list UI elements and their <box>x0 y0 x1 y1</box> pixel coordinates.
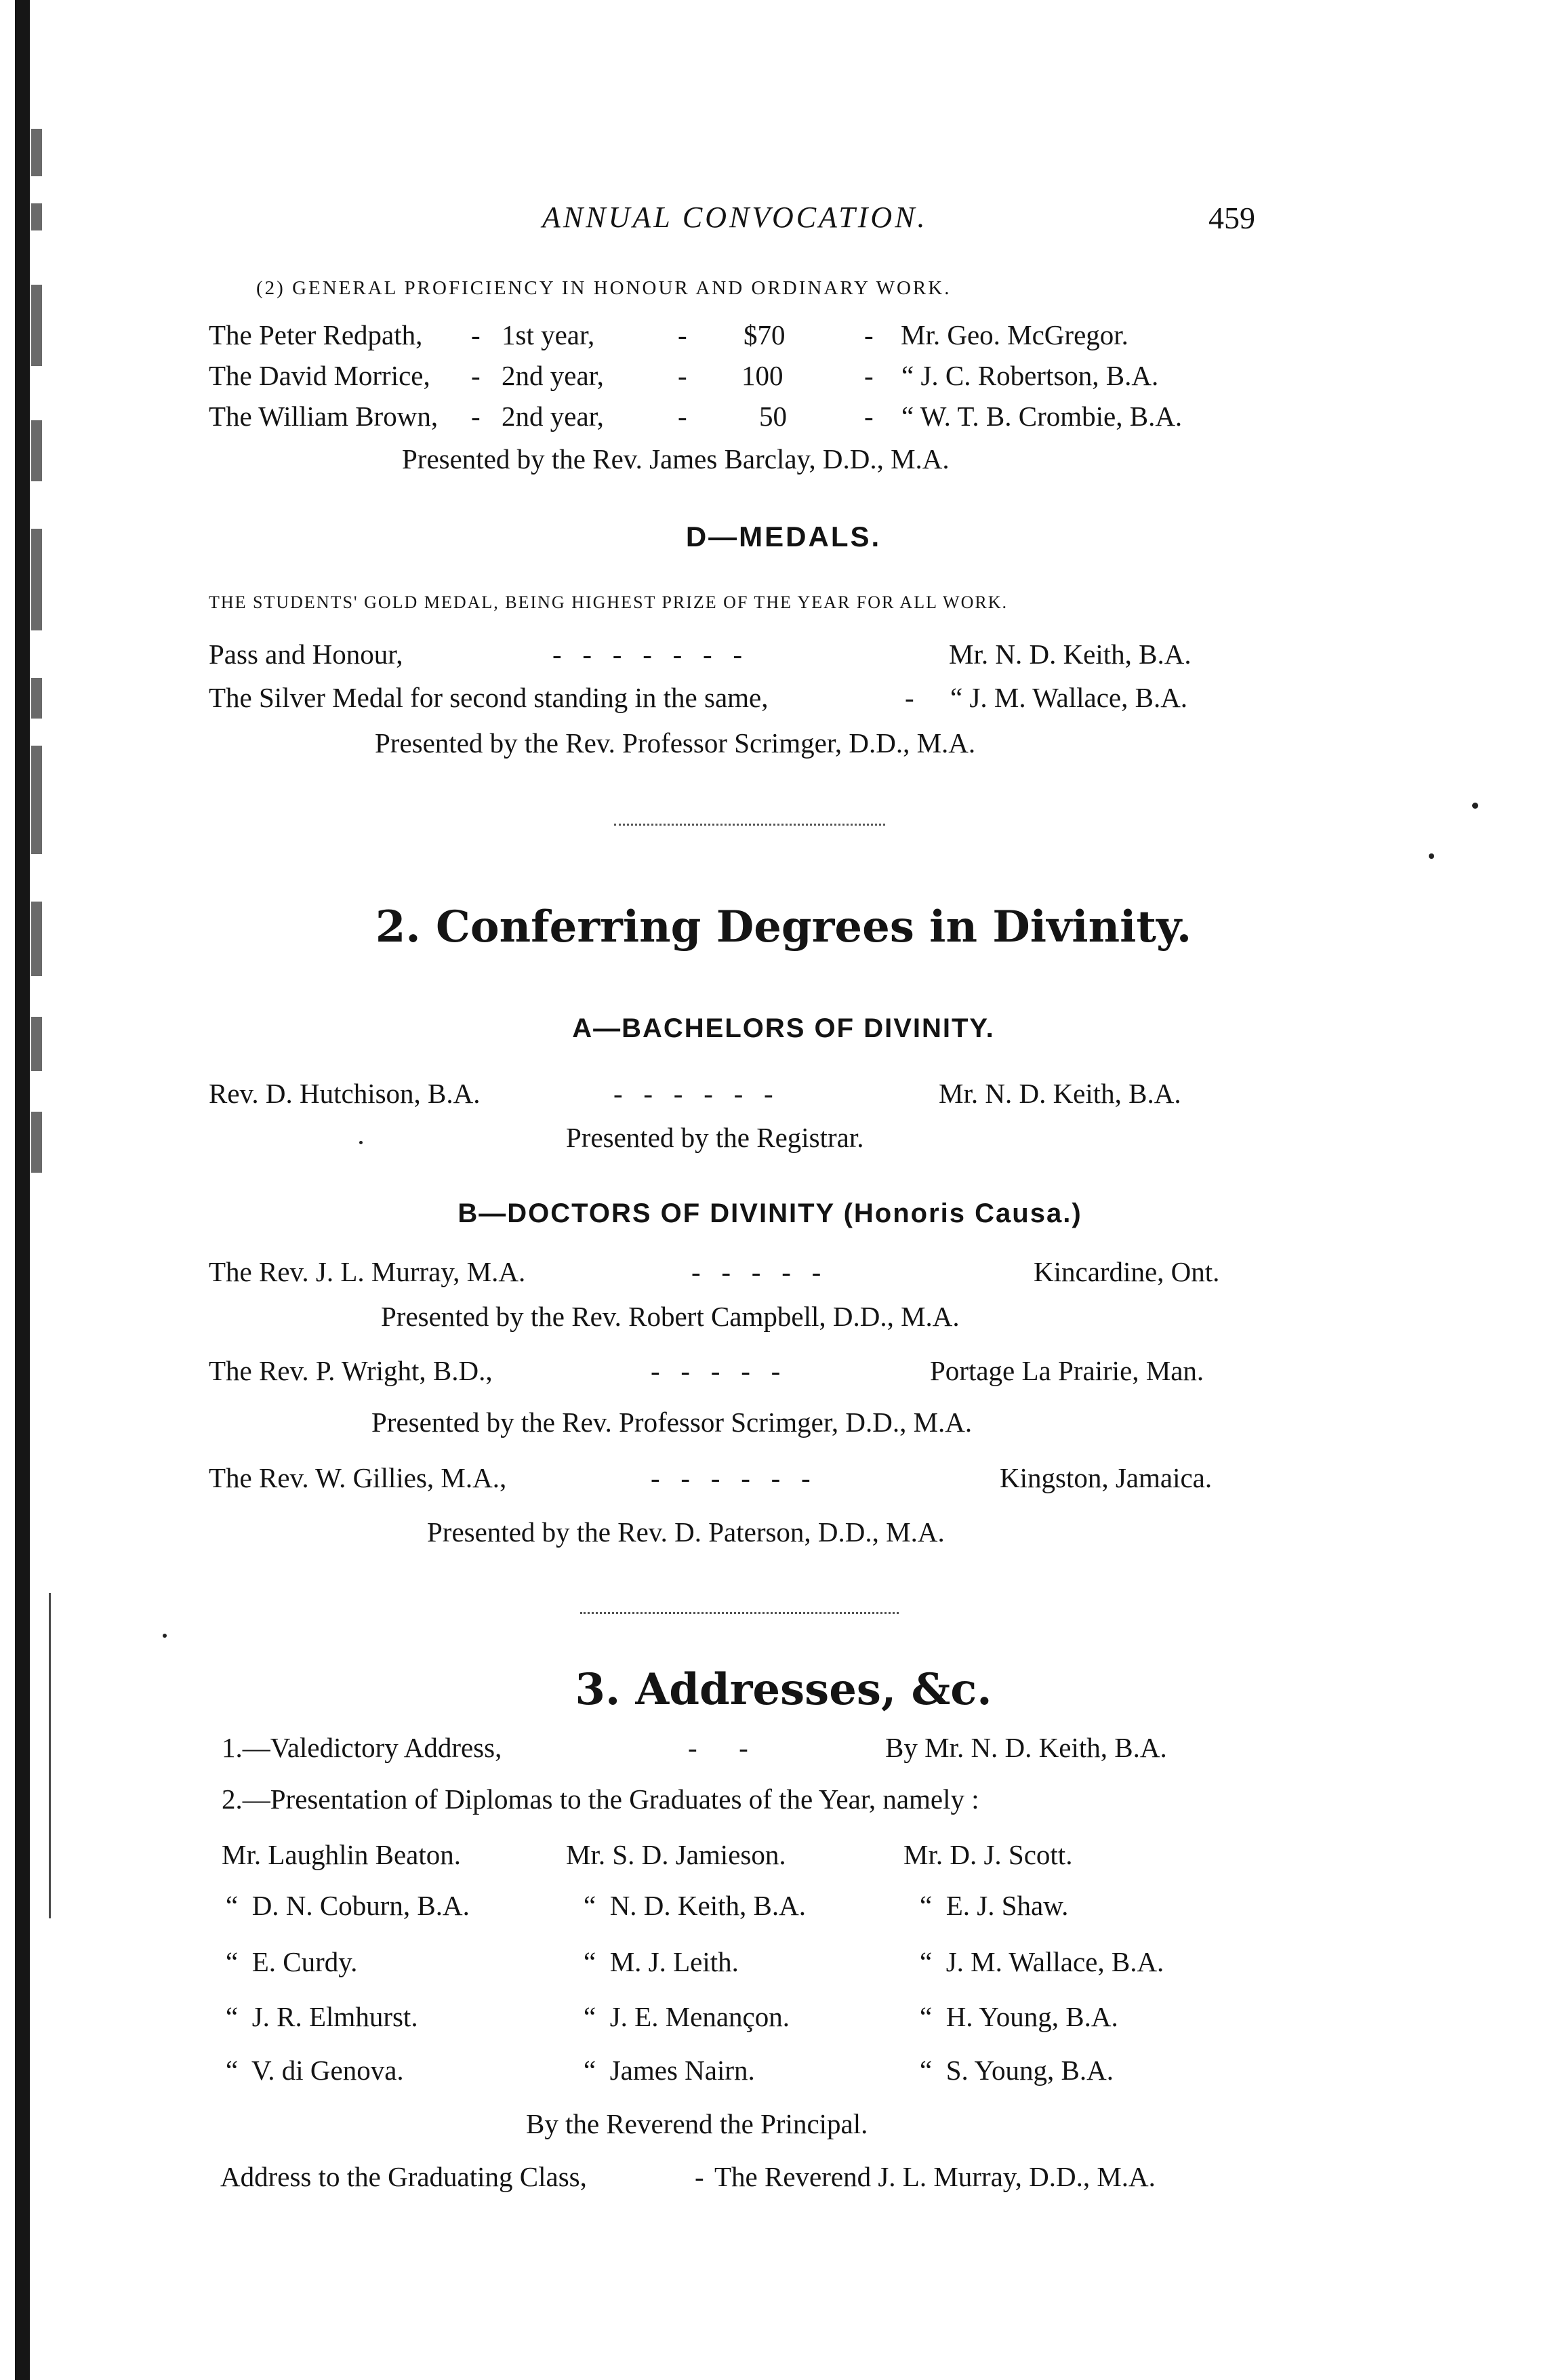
leader-dashes: - - - - - - <box>651 1462 811 1493</box>
prize-recipient: “ J. C. Robertson, B.A. <box>901 360 1159 391</box>
presented-by: Presented by the Registrar. <box>566 1122 864 1153</box>
graduate-name: “ H. Young, B.A. <box>920 2001 1118 2032</box>
doctor-place: Portage La Prairie, Man. <box>930 1355 1204 1386</box>
medal-label: Pass and Honour, <box>209 639 403 670</box>
dotted-separator <box>580 1612 899 1614</box>
binding-edge <box>8 0 46 2380</box>
leader-dash: - <box>905 682 914 713</box>
graduate-name: “ E. Curdy. <box>226 1946 358 1977</box>
scan-speck <box>163 1634 167 1638</box>
address-label: Address to the Graduating Class, <box>220 2161 587 2192</box>
valedictory-by: By Mr. N. D. Keith, B.A. <box>885 1732 1167 1763</box>
leader-dashes: - - - - - <box>691 1256 821 1287</box>
degree-name: Rev. D. Hutchison, B.A. <box>209 1078 481 1109</box>
edge-mark <box>31 678 42 719</box>
graduate-name: “ J. E. Menançon. <box>584 2001 790 2032</box>
presented-by: Presented by the Rev. Professor Scrimger, D.D., M.A. <box>375 727 976 759</box>
edge-mark <box>31 1112 42 1173</box>
presented-by: Presented by the Rev. Professor Scrimger, D.D., M.A. <box>371 1407 973 1438</box>
medal-label: The Silver Medal for second standing in the same, <box>209 682 769 713</box>
prize-recipient: Mr. Geo. McGregor. <box>901 319 1128 350</box>
medal-recipient: “ J. M. Wallace, B.A. <box>950 682 1188 713</box>
leader-dashes: - - <box>688 1732 748 1763</box>
scan-speck <box>1429 853 1434 859</box>
leader-dashes: - - - - - <box>651 1355 781 1386</box>
graduate-name: “ E. J. Shaw. <box>920 1890 1069 1921</box>
prize-amount: $70 <box>744 319 786 350</box>
edge-mark <box>31 420 42 481</box>
doctor-name: The Rev. J. L. Murray, M.A. <box>209 1256 526 1287</box>
running-title: ANNUAL CONVOCATION. <box>542 201 928 234</box>
prize-name: The Peter Redpath, <box>209 319 423 350</box>
presented-by: Presented by the Rev. D. Paterson, D.D., M.A. <box>427 1516 945 1548</box>
valedictory-label: 1.—Valedictory Address, <box>222 1732 502 1763</box>
prize-name: The William Brown, <box>209 401 439 432</box>
leader-dash: - <box>864 319 874 350</box>
address-by: The Reverend J. L. Murray, D.D., M.A. <box>714 2161 1156 2192</box>
prize-amount: 50 <box>759 401 787 432</box>
scan-speck <box>359 1141 363 1144</box>
edge-mark <box>31 746 42 854</box>
edge-mark <box>31 285 42 366</box>
leader-dash: - <box>678 319 687 350</box>
leader-dash: - <box>678 401 687 432</box>
graduate-name: Mr. S. D. Jamieson. <box>566 1839 786 1870</box>
doctors-heading: B—DOCTORS OF DIVINITY (Honoris Causa.) <box>457 1198 1082 1228</box>
presented-by: Presented by the Rev. James Barclay, D.D., M.A. <box>402 443 950 475</box>
bachelors-heading: A—BACHELORS OF DIVINITY. <box>572 1013 995 1043</box>
doctor-name: The Rev. W. Gillies, M.A., <box>209 1462 507 1493</box>
graduate-name: “ James Nairn. <box>584 2055 755 2086</box>
prize-amount: 100 <box>741 360 784 391</box>
prize-year: 2nd year, <box>502 360 604 391</box>
graduate-name: “ V. di Genova. <box>226 2055 404 2086</box>
edge-rule <box>49 1593 51 1918</box>
section-heading: 2. Conferring Degrees in Divinity. <box>375 902 1192 952</box>
doctor-place: Kingston, Jamaica. <box>1000 1462 1213 1493</box>
presented-by: Presented by the Rev. Robert Campbell, D.D., M.A. <box>381 1301 960 1332</box>
graduate-name: “ D. N. Coburn, B.A. <box>226 1890 470 1921</box>
graduate-name: “ J. M. Wallace, B.A. <box>920 1946 1164 1977</box>
section-heading: 3. Addresses, &c. <box>575 1664 992 1715</box>
leader-dash: - <box>864 360 874 391</box>
binding-bar <box>15 0 30 2380</box>
prize-name: The David Morrice, <box>209 360 430 391</box>
leader-dash: - <box>471 401 481 432</box>
edge-mark <box>31 203 42 230</box>
prize-recipient: “ W. T. B. Crombie, B.A. <box>901 401 1183 432</box>
medal-recipient: Mr. N. D. Keith, B.A. <box>949 639 1192 670</box>
graduate-name: Mr. D. J. Scott. <box>903 1839 1073 1870</box>
page-number: 459 <box>1208 201 1255 235</box>
graduate-name: Mr. Laughlin Beaton. <box>222 1839 462 1870</box>
prize-year: 2nd year, <box>502 401 604 432</box>
medals-subheading: THE STUDENTS' GOLD MEDAL, BEING HIGHEST PRIZE OF THE YEAR FOR ALL WORK. <box>209 592 1008 612</box>
graduate-name: “ N. D. Keith, B.A. <box>584 1890 806 1921</box>
doctor-name: The Rev. P. Wright, B.D., <box>209 1355 493 1386</box>
leader-dash: - <box>678 360 687 391</box>
dotted-separator <box>614 824 885 826</box>
medals-heading: D—MEDALS. <box>685 521 882 552</box>
graduate-name: “ J. R. Elmhurst. <box>226 2001 418 2032</box>
leader-dash: - <box>471 319 481 350</box>
by-principal: By the Reverend the Principal. <box>526 2108 868 2139</box>
leader-dash: - <box>695 2161 704 2192</box>
diplomas-line: 2.—Presentation of Diplomas to the Graduates of the Year, namely : <box>222 1783 979 1815</box>
degree-recipient: Mr. N. D. Keith, B.A. <box>939 1078 1181 1109</box>
leader-dashes: - - - - - - <box>613 1078 773 1109</box>
graduate-name: “ S. Young, B.A. <box>920 2055 1114 2086</box>
leader-dash: - <box>864 401 874 432</box>
graduate-name: “ M. J. Leith. <box>584 1946 739 1977</box>
prize-year: 1st year, <box>502 319 595 350</box>
leader-dash: - <box>471 360 481 391</box>
general-proficiency-heading: (2) GENERAL PROFICIENCY IN HONOUR AND ORDINARY WORK. <box>256 277 952 299</box>
leader-dashes: - - - - - - - <box>552 639 743 670</box>
scan-speck <box>1472 803 1478 809</box>
doctor-place: Kincardine, Ont. <box>1034 1256 1220 1287</box>
edge-mark <box>31 129 42 176</box>
